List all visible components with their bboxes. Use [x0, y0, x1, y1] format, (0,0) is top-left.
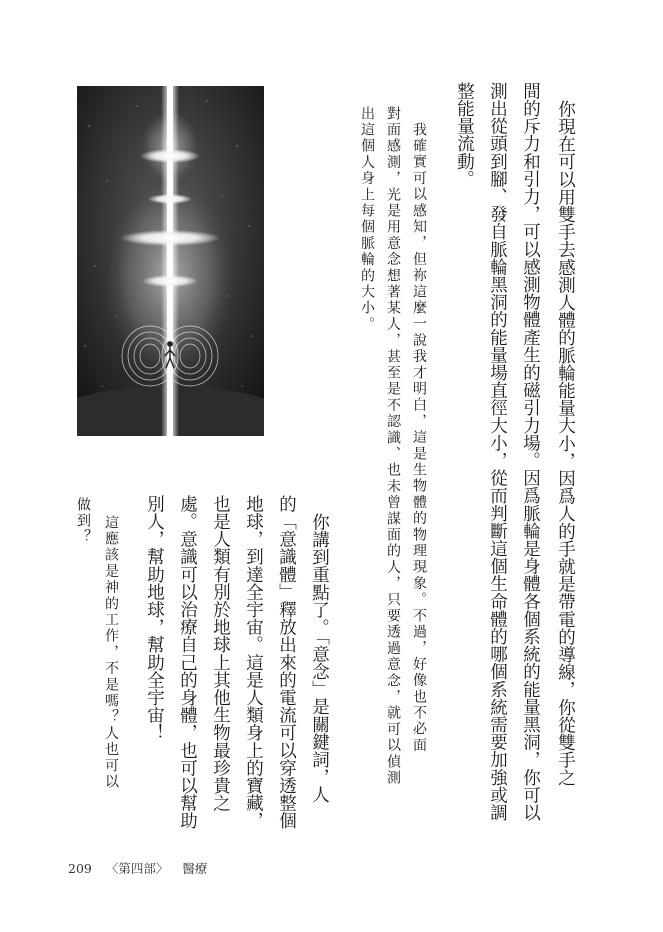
lower-paragraph-line-6: 別人，幫助地球，幫助全宇宙！ — [144, 495, 165, 742]
upper-quote-line-3: 出這個人身上每個脈輪的大小。 — [359, 106, 375, 333]
upper-paragraph-line-2: 間的斥力和引力，可以感測物體產生的磁引力場。因爲脈輪是身體各個系統的能量黑洞，你可以 — [520, 82, 541, 822]
lower-paragraph-line-1: 你講到重點了。「意念」是關鍵詞，人 — [309, 513, 330, 804]
lower-quote-line-1: 這應該是神的工作，不是嗎？人也可以 — [103, 515, 119, 791]
lower-paragraph-line-5: 處。意識可以治療自己的身體，也可以幫助 — [177, 495, 198, 830]
lower-paragraph-line-4: 也是人類有別於地球上其他生物最珍貴之 — [210, 495, 231, 812]
upper-paragraph-line-4: 整能量流動。 — [454, 82, 475, 188]
upper-quote-line-2: 對面感測，光是用意念想著某人，甚至是不認識、也未曾謀面的人，只要透過意念，就可以偵測 — [385, 106, 401, 787]
section-label: 醫療 — [182, 861, 208, 876]
upper-quote-line-1: 我確實可以感知，但祢這麼一說我才明白，這是生物體的物理現象。不過，好像也不必面 — [411, 122, 427, 754]
page-number: 209 — [68, 861, 92, 876]
part-label: 〈第四部〉 — [105, 861, 169, 876]
chakra-illustration — [77, 86, 264, 436]
lower-paragraph-line-2: 的「意識體」釋放出來的電流可以穿透整個 — [276, 495, 297, 830]
upper-paragraph-line-1: 你現在可以用雙手去感測人體的脈輪能量大小，因爲人的手就是帶電的導線，你從雙手之 — [555, 100, 576, 787]
lower-quote-line-2: 做到？ — [75, 497, 91, 546]
lower-paragraph-line-3: 地球，到達全宇宙。這是人類身上的寶藏， — [243, 495, 264, 830]
upper-paragraph-line-3: 測出從頭到腳、發自脈輪黑洞的能量場直徑大小，從而判斷這個生命體的哪個系統需要加強或調 — [487, 82, 508, 822]
page-footer — [68, 859, 207, 877]
